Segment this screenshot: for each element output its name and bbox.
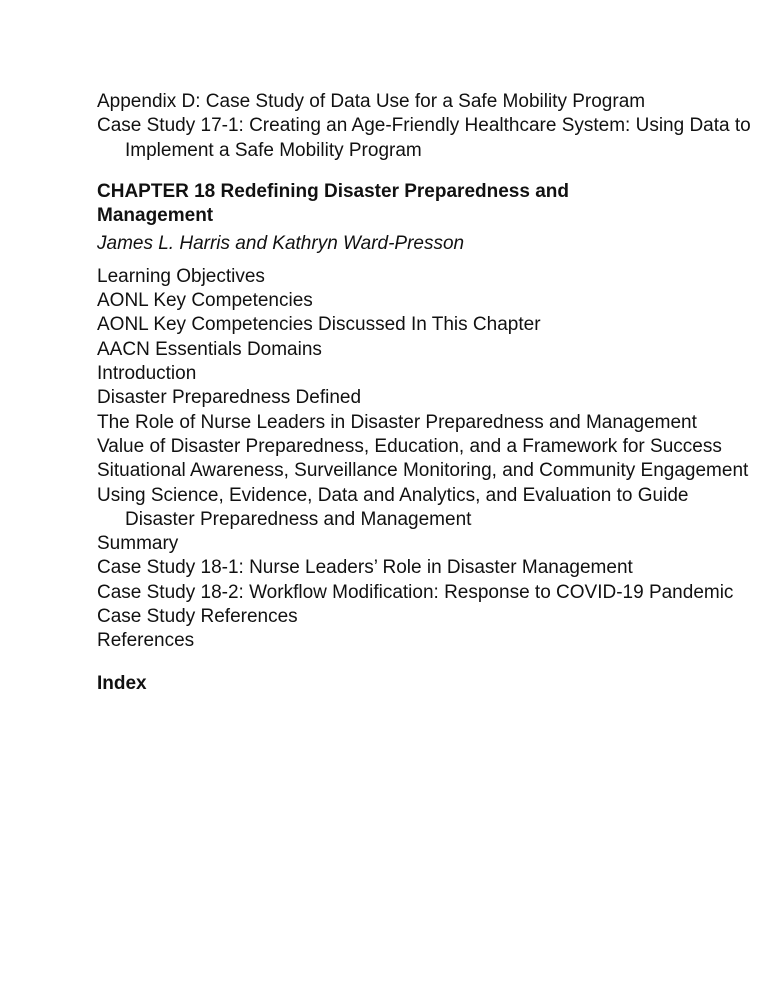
toc-entry: Appendix D: Case Study of Data Use for a Safe Mobility Program [97, 91, 646, 112]
toc-entry: Introduction [97, 363, 197, 385]
chapter-entries [97, 265, 757, 654]
toc-entry: Case Study References [97, 606, 298, 628]
toc-entry: The Role of Nurse Leaders in Disaster Preparedness and Management [97, 411, 697, 433]
chapter-authors: James L. Harris and Kathryn Ward-Presson [97, 232, 465, 254]
toc-entry: Case Study 17-1: Creating an Age-Friendly Healthcare System: Using Data to Implement a Safe Mobility Program [97, 115, 751, 161]
toc-entry: Value of Disaster Preparedness, Education, and a Framework for Success [97, 435, 722, 457]
toc-entry: References [97, 630, 195, 652]
toc-entry: Case Study 18-1: Nurse Leaders’ Role in Disaster Management [97, 557, 633, 579]
toc-entry: Disaster Preparedness Defined [97, 387, 362, 409]
toc-entry: AONL Key Competencies Discussed In This Chapter [97, 314, 541, 336]
toc-entry: Learning Objectives [97, 265, 265, 287]
toc-entry: Using Science, Evidence, Data and Analytics, and Evaluation to Guide Disaster Preparedness and Management [97, 484, 689, 530]
toc-entry: AONL Key Competencies [97, 290, 313, 312]
toc-entry: Case Study 18-2: Workflow Modification: Response to COVID-19 Pandemic [97, 581, 734, 603]
toc-entry: Summary [97, 533, 179, 555]
chapter-title: CHAPTER 18 Redefining Disaster Preparedness and Management [97, 180, 569, 226]
toc-entry: AACN Essentials Domains [97, 338, 322, 360]
index-heading: Index [97, 672, 147, 694]
toc-entry: Situational Awareness, Surveillance Monitoring, and Community Engagement [97, 460, 749, 482]
toc-page [97, 90, 757, 696]
toc-top-group [97, 90, 757, 163]
